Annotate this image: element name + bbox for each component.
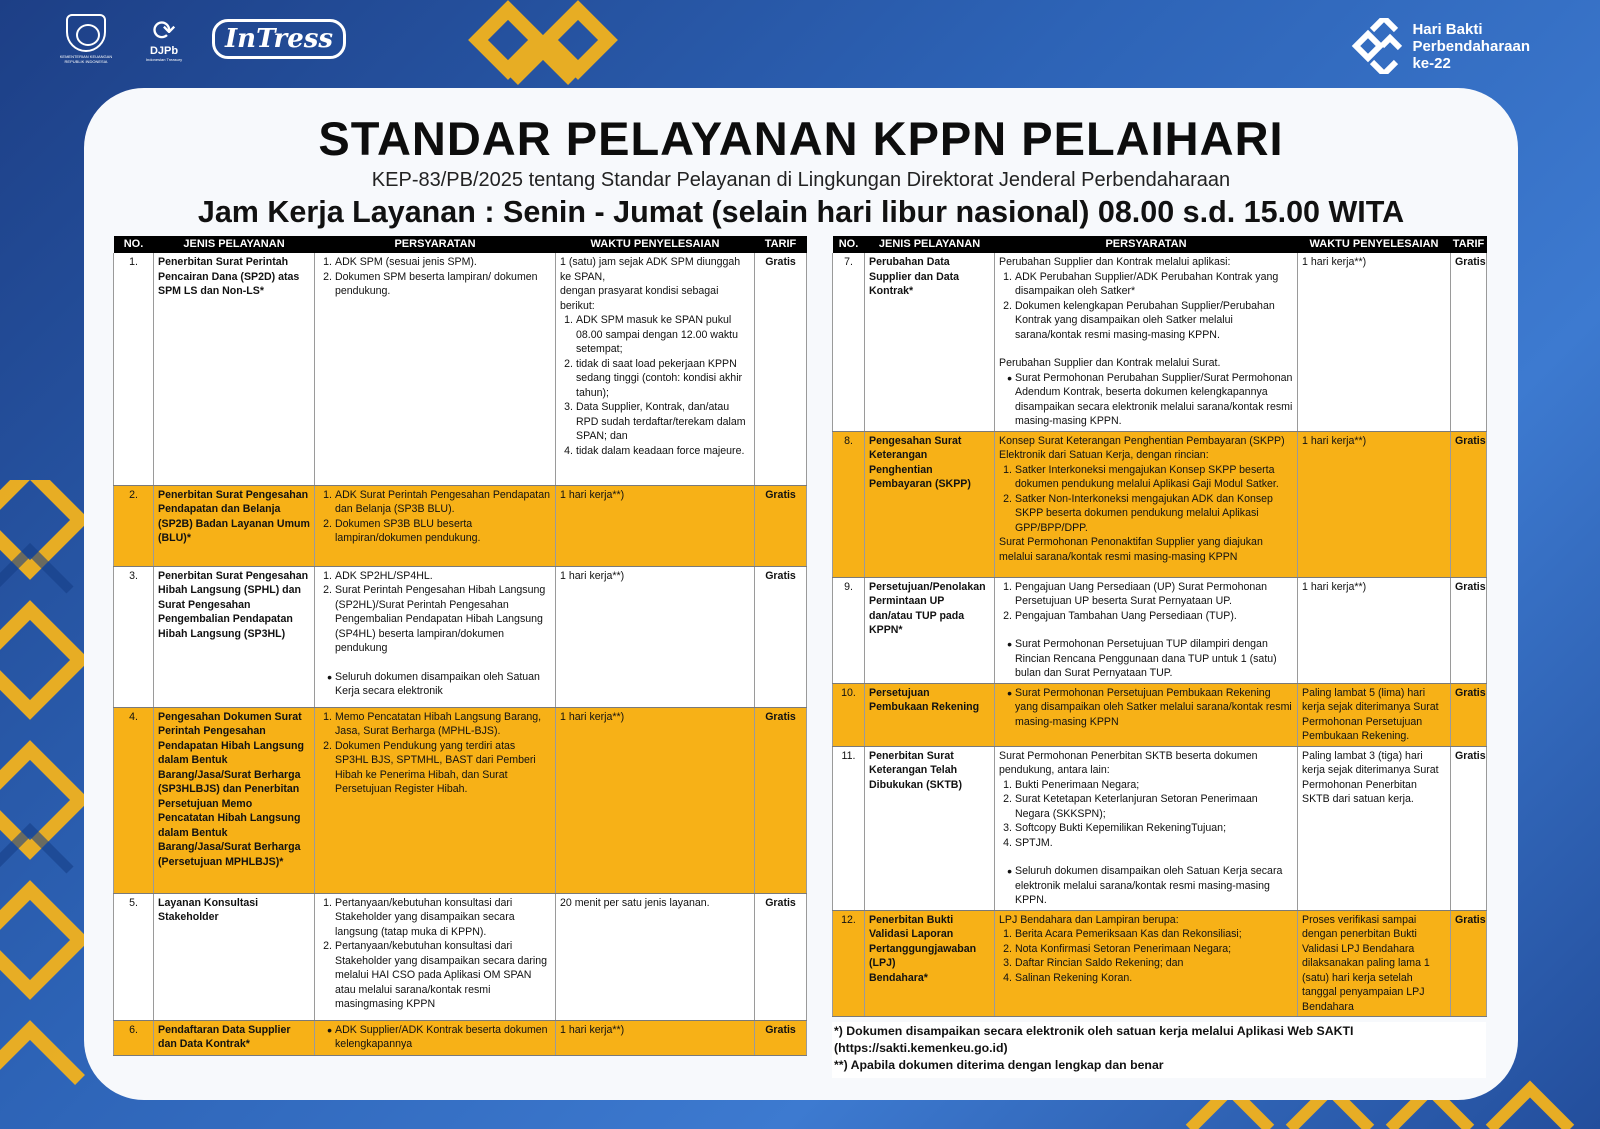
cell-intro: Perubahan Supplier dan Kontrak melalui aplikasi: bbox=[999, 256, 1231, 268]
page-title: STANDAR PELAYANAN KPPN PELAIHARI bbox=[318, 112, 1284, 165]
list-text: Data Supplier, Kontrak, dan/atau RPD sudah terdaftar/terekam dalam SPAN; dan bbox=[576, 401, 746, 442]
cell-intro: Proses verifikasi sampai dengan penerbitan Bukti Validasi LPJ Bendahara dilaksanakan paling lama 1 (satu) hari kerja setelah tanggal penyampaian LPJ Bendahara bbox=[1302, 913, 1430, 1013]
intress-logo: InTress bbox=[212, 19, 346, 59]
list-marker: 2. bbox=[323, 940, 332, 952]
list-marker: 2. bbox=[564, 357, 573, 370]
footnote-1: *) Dokumen disampaikan secara elektronik oleh satuan kerja melalui Aplikasi Web SAKTI (https://sakti.kemenkeu.go.id) bbox=[834, 1024, 1354, 1055]
spacer bbox=[999, 342, 1293, 356]
list-marker: 1. bbox=[1003, 270, 1012, 283]
service-name: Penerbitan Surat Keterangan Telah Dibukukan (SKTB) bbox=[865, 746, 995, 910]
service-name: Pengesahan Dokumen Surat Perintah Pengesahan Pendapatan Hibah Langsung dalam Bentuk Barang/Jasa/Surat Berharga (SP3HLBJS) dan Penerbitan Persetujuan Memo Pencatatan Hibah Langsung dalam Bentuk Barang/Jasa/Surat Berharga (Persetujuan MPHLBJS)* bbox=[154, 707, 315, 893]
table-row bbox=[114, 707, 807, 893]
row-number: 9. bbox=[833, 577, 865, 683]
row-number: 2. bbox=[114, 485, 154, 566]
list-text: ADK Surat Perintah Pengesahan Pendapatan dan Belanja (SP3B BLU). bbox=[335, 488, 550, 515]
table-header-row bbox=[114, 236, 807, 253]
list-item bbox=[999, 821, 1293, 836]
table-row bbox=[833, 746, 1487, 910]
col-header-persyaratan: PERSYARATAN bbox=[315, 236, 556, 253]
list-marker: 2. bbox=[1003, 793, 1012, 805]
completion-time-cell bbox=[1298, 577, 1451, 683]
list-marker: 3. bbox=[1003, 822, 1012, 834]
completion-time-cell bbox=[1298, 683, 1451, 746]
ornament-top-center bbox=[468, 0, 618, 90]
bullet-icon: • bbox=[327, 668, 332, 685]
bullet-text: Surat Permohonan Perubahan Supplier/Surat Permohonan Adendum Kontrak, beserta dokumen kelengkapannya disampaikan secara elektronik melalui sarana/kontak resmi masing-masing KPPN. bbox=[1015, 371, 1293, 427]
row-number: 6. bbox=[114, 1020, 154, 1055]
fee-cell: Gratis bbox=[1451, 683, 1487, 746]
row-number: 3. bbox=[114, 566, 154, 707]
list-text: Pertanyaan/kebutuhan konsultasi dari Stakeholder yang disampaikan secara daring melalui HAI CSO pada Aplikasi OM SPAN atau melalui sarana/kontak resmi masingmasing KPPN bbox=[335, 940, 548, 1010]
list-item bbox=[560, 357, 750, 401]
list-item bbox=[999, 270, 1293, 299]
list-item bbox=[999, 463, 1293, 492]
col-header-no: NO. bbox=[833, 236, 865, 253]
col-header-jenis: JENIS PELAYANAN bbox=[865, 236, 995, 253]
completion-time-cell bbox=[556, 485, 755, 566]
list-text: ADK SPM (sesuai jenis SPM). bbox=[335, 256, 477, 268]
bullet-item bbox=[319, 670, 551, 699]
list-item bbox=[999, 609, 1293, 624]
list-item bbox=[999, 836, 1293, 851]
list-marker: 2. bbox=[323, 270, 332, 283]
list-marker: 2. bbox=[1003, 299, 1012, 312]
requirements-cell bbox=[995, 253, 1298, 431]
garuda-seal-icon bbox=[66, 14, 106, 52]
spacer bbox=[999, 850, 1293, 864]
list-text: ADK SP2HL/SP4HL. bbox=[335, 569, 433, 582]
list-text: Dokumen SPM beserta lampiran/ dokumen pendukung. bbox=[335, 270, 538, 297]
completion-time-cell bbox=[556, 707, 755, 893]
list-marker: 2. bbox=[1003, 942, 1012, 955]
footnotes bbox=[832, 1022, 1486, 1078]
list-marker: 1. bbox=[323, 710, 332, 723]
bullet-text: Surat Permohonan Persetujuan Pembukaan Rekening yang disampaikan oleh Satker melalui sarana/kontak resmi masing-masing KPPN bbox=[1015, 686, 1292, 728]
col-header-persyaratan: PERSYARATAN bbox=[995, 236, 1298, 253]
page-subtitle: KEP-83/PB/2025 tentang Standar Pelayanan di Lingkungan Direktorat Jenderal Perbendaharaan bbox=[371, 169, 1231, 191]
list-text: Bukti Penerimaan Negara; bbox=[1015, 778, 1140, 791]
kemenkeu-logo-text: KEMENTERIAN KEUANGAN REPUBLIK INDONESIA bbox=[59, 54, 113, 64]
col-header-no: NO. bbox=[114, 236, 154, 253]
list-marker: 3. bbox=[564, 401, 573, 413]
table-row bbox=[833, 910, 1487, 1017]
table-row bbox=[833, 577, 1487, 683]
list-text: Pertanyaan/kebutuhan konsultasi dari Stakeholder yang disampaikan secara langsung (tatap muka di KPPN). bbox=[335, 896, 515, 938]
row-number: 8. bbox=[833, 431, 865, 577]
bullet-icon: • bbox=[1007, 863, 1012, 879]
service-name: Penerbitan Surat Perintah Pencairan Dana (SP2D) atas SPM LS dan Non-LS* bbox=[154, 253, 315, 485]
bullet-text: Surat Permohonan Persetujuan TUP dilampiri dengan Rincian Rencana Penggunaan dana TUP untuk 1 (satu) bulan dan Surat Pernyataan TUP. bbox=[1015, 638, 1277, 679]
list-item bbox=[999, 580, 1293, 609]
list-text: Surat Ketetapan Keterlanjuran Setoran Penerimaan Negara (SKKSPN); bbox=[1015, 793, 1258, 820]
cell-intro: 1 hari kerja**) bbox=[560, 1023, 625, 1036]
footnote-2: **) Apabila dokumen diterima dengan lengkap dan benar bbox=[834, 1058, 1164, 1072]
ornament-left bbox=[0, 480, 90, 1100]
list-text: Dokumen SP3B BLU beserta lampiran/dokumen pendukung. bbox=[335, 517, 481, 544]
fee-cell: Gratis bbox=[755, 893, 807, 1020]
fee-cell: Gratis bbox=[1451, 253, 1487, 431]
completion-time-cell bbox=[1298, 431, 1451, 577]
cell-intro: Paling lambat 3 (tiga) hari kerja sejak diterimanya Surat Permohonan Penerbitan SKTB dari satuan kerja. bbox=[1302, 749, 1439, 805]
list-marker: 1. bbox=[1003, 778, 1012, 791]
service-name: Pengesahan Surat Keterangan Penghentian Pembayaran (SKPP) bbox=[865, 431, 995, 577]
list-marker: 1. bbox=[323, 488, 332, 501]
table-row bbox=[114, 253, 807, 485]
list-item bbox=[999, 492, 1293, 536]
cell-intro: 1 hari kerja**) bbox=[560, 488, 625, 501]
bullet-item bbox=[999, 864, 1293, 908]
cell-intro: 1 hari kerja**) bbox=[560, 710, 625, 723]
list-item bbox=[999, 778, 1293, 793]
col-header-tarif: TARIF bbox=[1451, 236, 1487, 253]
service-name: Penerbitan Bukti Validasi Laporan Pertanggungjawaban (LPJ) Bendahara* bbox=[865, 910, 995, 1017]
row-number: 7. bbox=[833, 253, 865, 431]
list-text: SPTJM. bbox=[1015, 836, 1053, 849]
hari-bakti-emblem-icon bbox=[1348, 18, 1404, 74]
list-text: Dokumen Pendukung yang terdiri atas SP3HL BJS, SPTMHL, BAST dari Pemberi Hibah ke Penerima Hibah, dan Surat Persetujuan Register Hibah. bbox=[335, 739, 536, 795]
fee-cell: Gratis bbox=[1451, 910, 1487, 1017]
bullet-icon: • bbox=[1007, 369, 1012, 386]
row-number: 11. bbox=[833, 746, 865, 910]
service-name: Layanan Konsultasi Stakeholder bbox=[154, 893, 315, 1020]
list-marker: 2. bbox=[1003, 609, 1012, 622]
list-marker: 1. bbox=[323, 569, 332, 582]
requirements-cell bbox=[995, 910, 1298, 1017]
spacer bbox=[319, 656, 551, 670]
fee-cell: Gratis bbox=[755, 485, 807, 566]
list-text: Pengajuan Tambahan Uang Persediaan (TUP). bbox=[1015, 609, 1237, 622]
col-header-jenis: JENIS PELAYANAN bbox=[154, 236, 315, 253]
list-item bbox=[999, 971, 1293, 986]
cell-intro: 20 menit per satu jenis layanan. bbox=[560, 896, 710, 909]
cell-intro: 1 hari kerja**) bbox=[560, 569, 625, 582]
requirements-cell bbox=[315, 1020, 556, 1055]
fee-cell: Gratis bbox=[1451, 431, 1487, 577]
requirements-cell bbox=[995, 577, 1298, 683]
table-row bbox=[114, 1020, 807, 1055]
list-item bbox=[319, 583, 551, 656]
completion-time-cell bbox=[556, 566, 755, 707]
cell-intro: Konsep Surat Keterangan Penghentian Pembayaran (SKPP) Elektronik dari Satuan Kerja, dengan rincian: bbox=[999, 434, 1285, 461]
list-item bbox=[560, 400, 750, 444]
table-row bbox=[833, 431, 1487, 577]
list-marker: 4. bbox=[1003, 836, 1012, 849]
completion-time-cell bbox=[1298, 910, 1451, 1017]
list-item bbox=[319, 939, 551, 1012]
table-row bbox=[833, 683, 1487, 746]
hari-bakti-text bbox=[1412, 21, 1530, 72]
row-number: 10. bbox=[833, 683, 865, 746]
list-text: ADK Perubahan Supplier/ADK Perubahan Kontrak yang disampaikan oleh Satker* bbox=[1015, 270, 1279, 297]
list-text: Daftar Rincian Saldo Rekening; dan bbox=[1015, 957, 1184, 969]
cell-tail: Surat Permohonan Penonaktifan Supplier yang diajukan melalui sarana/kontak resmi masing-masing KPPN bbox=[999, 536, 1263, 563]
service-hours: Jam Kerja Layanan : Senin - Jumat (selain hari libur nasional) 08.00 s.d. 15.00 WITA bbox=[197, 195, 1405, 229]
list-text: Nota Konfirmasi Setoran Penerimaan Negara; bbox=[1015, 942, 1232, 955]
cell-intro: Paling lambat 5 (lima) hari kerja sejak diterimanya Surat Permohonan Persetujuan Pembukaan Rekening. bbox=[1302, 686, 1439, 742]
hari-bakti-logo bbox=[1348, 18, 1530, 74]
bullet-item bbox=[999, 637, 1293, 681]
row-number: 5. bbox=[114, 893, 154, 1020]
row-number: 1. bbox=[114, 253, 154, 485]
list-marker: 1. bbox=[1003, 463, 1012, 476]
list-item bbox=[999, 792, 1293, 821]
kemenkeu-logo bbox=[56, 14, 116, 64]
completion-time-cell bbox=[556, 253, 755, 485]
cell-intro: 1 (satu) jam sejak ADK SPM diunggah ke SPAN, dengan prasyarat kondisi sebagai berikut: bbox=[560, 256, 741, 312]
service-table-right bbox=[832, 236, 1487, 1017]
service-name: Penerbitan Surat Pengesahan Hibah Langsung (SPHL) dan Surat Pengesahan Pengembalian Pendapatan Hibah Langsung (SP3HL) bbox=[154, 566, 315, 707]
list-marker: 2. bbox=[323, 739, 332, 752]
col-header-waktu: WAKTU PENYELESAIAN bbox=[556, 236, 755, 253]
hari-bakti-line: Hari Bakti bbox=[1412, 20, 1483, 38]
list-marker: 4. bbox=[1003, 971, 1012, 984]
list-item bbox=[560, 313, 750, 357]
list-text: Satker Non-Interkoneksi mengajukan ADK dan Konsep SKPP beserta dokumen pendukung melalui Aplikasi GPP/BPP/DPP. bbox=[1015, 492, 1273, 534]
bullet-item bbox=[319, 1023, 551, 1052]
list-text: Dokumen kelengkapan Perubahan Supplier/Perubahan Kontrak yang disampaikan oleh Satker melalui sarana/kontak resmi masing-masing KPPN. bbox=[1015, 299, 1275, 341]
requirements-cell bbox=[315, 485, 556, 566]
col-header-tarif: TARIF bbox=[755, 236, 807, 253]
bullet-item bbox=[999, 686, 1293, 730]
list-text: Surat Perintah Pengesahan Hibah Langsung (SP2HL)/Surat Perintah Pengesahan Pengembalian Pendapatan Hibah Langsung (SP4HL) beserta lampiran/dokumen pendukung bbox=[335, 584, 546, 654]
list-marker: 2. bbox=[1003, 492, 1012, 505]
hari-bakti-line: ke-22 bbox=[1412, 54, 1451, 72]
row-number: 12. bbox=[833, 910, 865, 1017]
djpb-logo-label: DJPb bbox=[149, 44, 179, 57]
list-marker: 2. bbox=[323, 584, 332, 596]
list-marker: 1. bbox=[1003, 580, 1012, 593]
fee-cell: Gratis bbox=[755, 1020, 807, 1055]
list-marker: 4. bbox=[564, 444, 573, 457]
list-marker: 3. bbox=[1003, 957, 1012, 969]
list-item bbox=[319, 270, 551, 299]
list-item bbox=[999, 956, 1293, 971]
requirements-cell bbox=[995, 746, 1298, 910]
cell-intro: 1 hari kerja**) bbox=[1302, 434, 1367, 447]
service-name: Perubahan Data Supplier dan Data Kontrak* bbox=[865, 253, 995, 431]
list-marker: 2. bbox=[323, 517, 332, 530]
list-text: ADK SPM masuk ke SPAN pukul 08.00 sampai dengan 12.00 waktu setempat; bbox=[576, 314, 738, 355]
table-header-row bbox=[833, 236, 1487, 253]
spacer bbox=[999, 623, 1293, 637]
list-item bbox=[319, 488, 551, 517]
table-row bbox=[114, 485, 807, 566]
list-text: Satker Interkoneksi mengajukan Konsep SKPP beserta dokumen pendukung melalui Aplikasi Gaji Modul Satker. bbox=[1015, 463, 1279, 490]
cell-intro: LPJ Bendahara dan Lampiran berupa: bbox=[999, 913, 1179, 926]
list-item bbox=[999, 942, 1293, 957]
list-item bbox=[319, 739, 551, 797]
logo-row bbox=[56, 14, 346, 64]
list-marker: 1. bbox=[323, 256, 332, 268]
hari-bakti-line: Perbendaharaan bbox=[1412, 37, 1530, 55]
fee-cell: Gratis bbox=[755, 566, 807, 707]
table-row bbox=[114, 566, 807, 707]
bullet-text: ADK Supplier/ADK Kontrak beserta dokumen kelengkapannya bbox=[335, 1023, 548, 1050]
list-item bbox=[319, 896, 551, 940]
bullet-item bbox=[999, 371, 1293, 429]
service-name: Penerbitan Surat Pengesahan Pendapatan dan Belanja (SP2B) Badan Layanan Umum (BLU)* bbox=[154, 485, 315, 566]
cell-intro: 1 hari kerja**) bbox=[1302, 580, 1367, 593]
list-text: Pengajuan Uang Persediaan (UP) Surat Permohonan Persetujuan UP beserta Surat Pernyataan UP. bbox=[1015, 580, 1268, 607]
fee-cell: Gratis bbox=[755, 707, 807, 893]
cell-intro: Perubahan Supplier dan Kontrak melalui Surat. bbox=[999, 357, 1221, 369]
table-row bbox=[833, 253, 1487, 431]
list-text: tidak di saat load pekerjaan KPPN sedang tinggi (contoh: kondisi akhir tahun); bbox=[576, 357, 743, 399]
col-header-waktu: WAKTU PENYELESAIAN bbox=[1298, 236, 1451, 253]
service-table-left bbox=[113, 236, 807, 1056]
fee-cell: Gratis bbox=[1451, 577, 1487, 683]
list-item bbox=[319, 255, 551, 270]
list-marker: 1. bbox=[323, 896, 332, 909]
row-number: 4. bbox=[114, 707, 154, 893]
requirements-cell bbox=[995, 683, 1298, 746]
bullet-icon: • bbox=[1007, 636, 1012, 652]
djpb-swoosh-icon: ⟳ bbox=[152, 14, 176, 46]
list-item bbox=[319, 517, 551, 546]
list-item bbox=[999, 927, 1293, 942]
table-row bbox=[114, 893, 807, 1020]
requirements-cell bbox=[315, 253, 556, 485]
bullet-text: Seluruh dokumen disampaikan oleh Satuan Kerja secara elektronik melalui sarana/kontak resmi masing-masing KPPN. bbox=[1015, 865, 1283, 906]
list-text: Berita Acara Pemeriksaan Kas dan Rekonsiliasi; bbox=[1015, 928, 1242, 940]
list-marker: 1. bbox=[1003, 928, 1012, 940]
cell-intro: Surat Permohonan Penerbitan SKTB beserta dokumen pendukung, antara lain: bbox=[999, 749, 1258, 776]
list-text: Salinan Rekening Koran. bbox=[1015, 971, 1133, 984]
completion-time-cell bbox=[556, 1020, 755, 1055]
requirements-cell bbox=[315, 893, 556, 1020]
requirements-cell bbox=[315, 707, 556, 893]
djpb-logo bbox=[136, 16, 192, 63]
cell-intro: 1 hari kerja**) bbox=[1302, 256, 1367, 268]
list-item bbox=[319, 710, 551, 739]
fee-cell: Gratis bbox=[755, 253, 807, 485]
list-text: tidak dalam keadaan force majeure. bbox=[576, 444, 745, 457]
list-text: Memo Pencatatan Hibah Langsung Barang, Jasa, Surat Berharga (MPHL-BJS). bbox=[335, 710, 542, 737]
completion-time-cell bbox=[1298, 253, 1451, 431]
list-text: Softcopy Bukti Kepemilikan RekeningTujuan; bbox=[1015, 822, 1227, 834]
djpb-logo-subtitle: Indonesian Treasury bbox=[145, 56, 183, 62]
requirements-cell bbox=[995, 431, 1298, 577]
list-marker: 1. bbox=[564, 314, 573, 326]
service-name: Pendaftaran Data Supplier dan Data Kontrak* bbox=[154, 1020, 315, 1055]
list-item bbox=[999, 299, 1293, 343]
service-name: Persetujuan/Penolakan Permintaan UP dan/atau TUP pada KPPN* bbox=[865, 577, 995, 683]
fee-cell: Gratis bbox=[1451, 746, 1487, 910]
list-item bbox=[560, 444, 750, 459]
service-name: Persetujuan Pembukaan Rekening bbox=[865, 683, 995, 746]
list-item bbox=[319, 569, 551, 584]
bullet-text: Seluruh dokumen disampaikan oleh Satuan Kerja secara elektronik bbox=[335, 670, 540, 697]
requirements-cell bbox=[315, 566, 556, 707]
bullet-icon: • bbox=[327, 1021, 332, 1038]
completion-time-cell bbox=[1298, 746, 1451, 910]
completion-time-cell bbox=[556, 893, 755, 1020]
bullet-icon: • bbox=[1007, 684, 1012, 701]
